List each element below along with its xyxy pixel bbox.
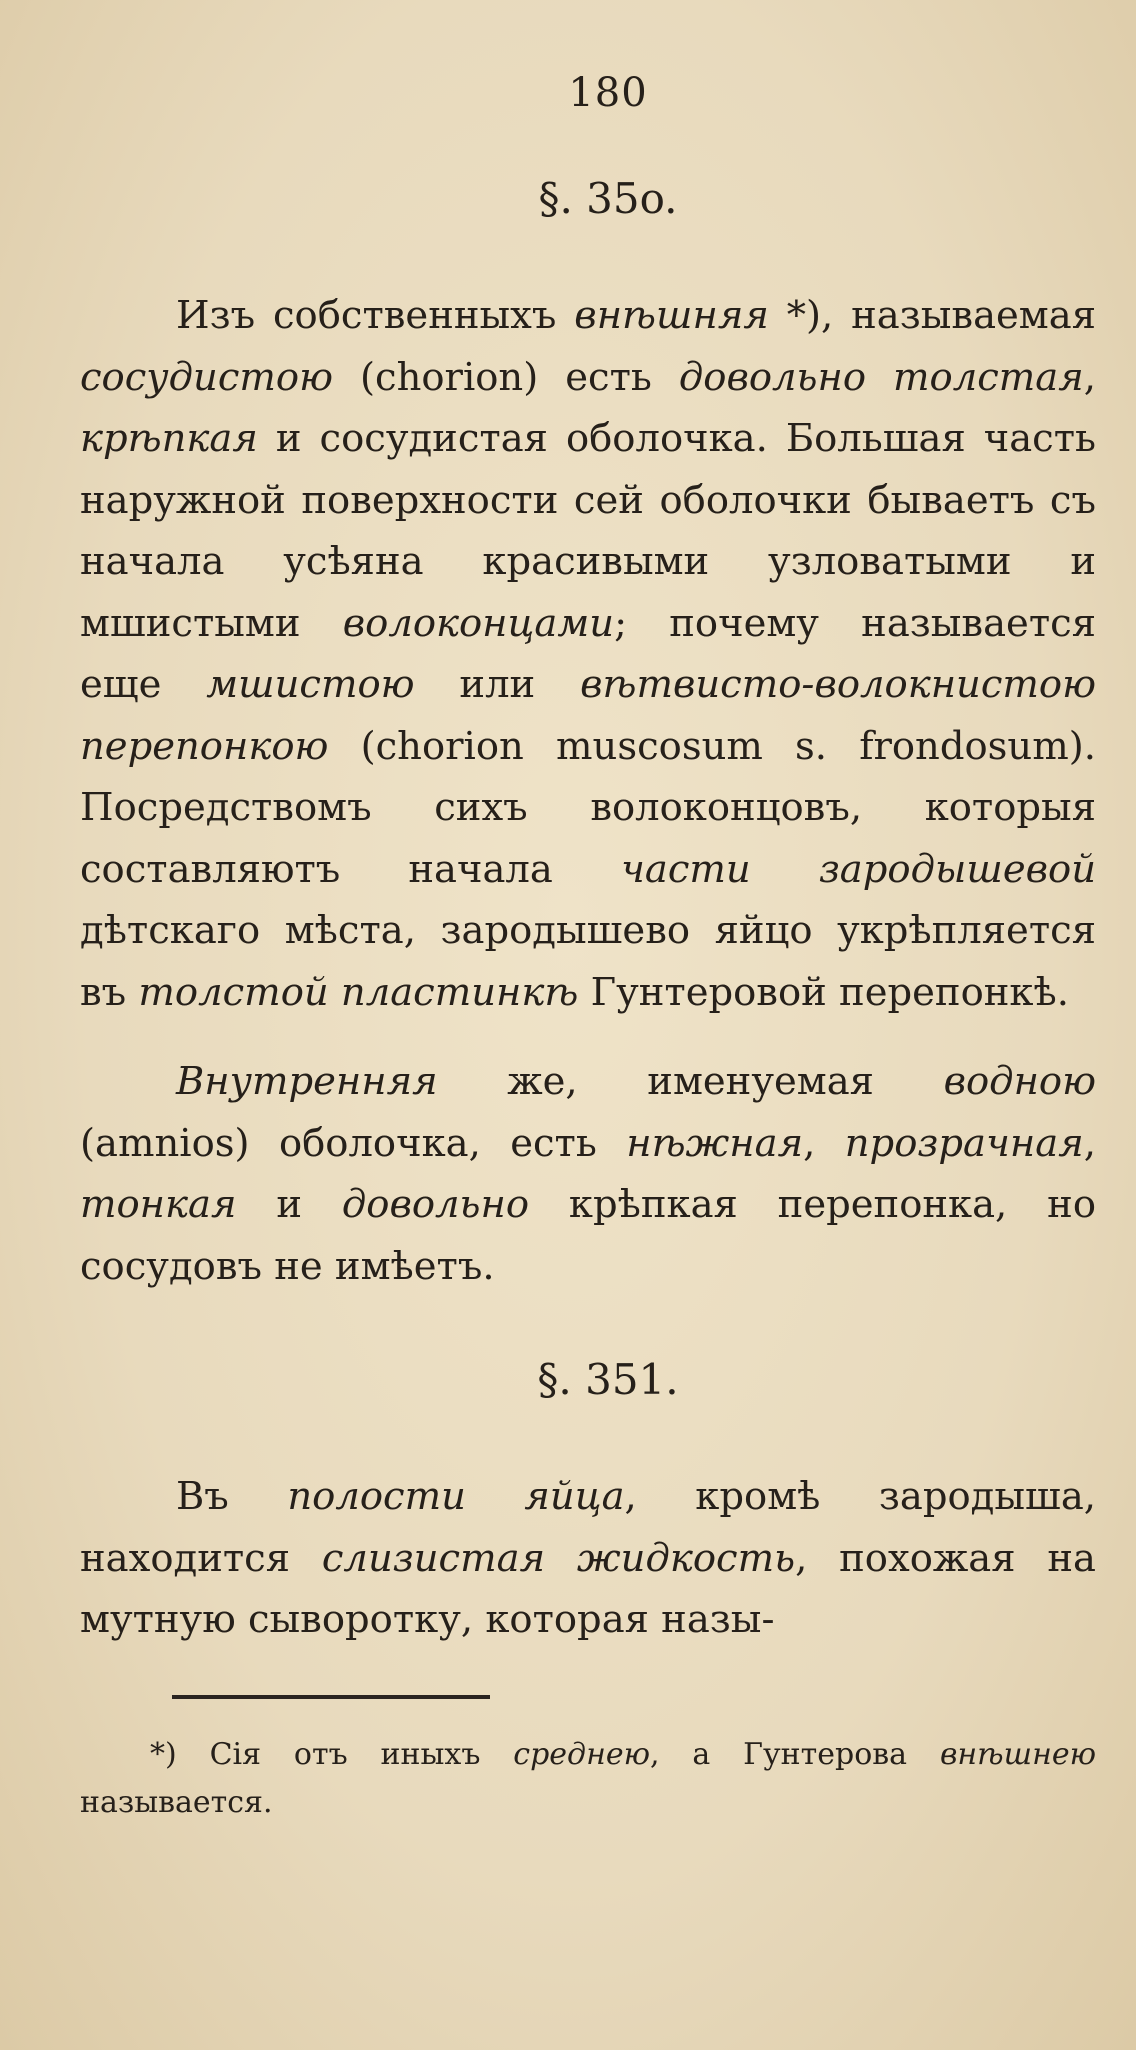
text-run: *), называемая xyxy=(768,293,1096,338)
italic-term: водною xyxy=(943,1059,1096,1104)
italic-term: волоконцами xyxy=(342,600,615,646)
section-heading: §. 35o. xyxy=(538,174,678,223)
text-run: , xyxy=(1083,354,1096,400)
section-351 xyxy=(80,1355,1096,1651)
text-run: , кромѣ зародыша, находится xyxy=(80,1474,1097,1581)
footnote-divider xyxy=(172,1695,490,1699)
text-run: , похожая на мутную сыворотку, которая назы- xyxy=(80,1535,1096,1642)
text-run: Изъ собственныхъ xyxy=(176,293,575,338)
italic-term: довольно толстая xyxy=(678,354,1084,400)
section-350 xyxy=(80,174,1096,1297)
italic-term: толстой пластинкѣ xyxy=(138,969,579,1015)
italic-term: слизистая жидкость xyxy=(321,1535,796,1581)
italic-term: среднею xyxy=(513,1736,650,1772)
text-run: дѣтскаго мѣста, зародышево яйцо укрѣпляется въ xyxy=(80,908,1096,1015)
italic-term: тонкая xyxy=(80,1182,237,1227)
text-run: или xyxy=(414,662,581,707)
paragraph xyxy=(80,1466,1096,1651)
paragraph xyxy=(80,285,1096,1023)
page-number: 180 xyxy=(568,70,648,116)
text-run: (chorion) есть xyxy=(332,354,679,400)
text-run: (chorion muscosum s. frondosum). Посредствомъ сихъ волоконцовъ, которыя составляютъ начала xyxy=(80,723,1096,892)
italic-term: вѣтвисто-волокнистою перепонкою xyxy=(80,662,1096,769)
text-run: , xyxy=(803,1120,845,1166)
italic-term: нѣжная xyxy=(626,1120,804,1166)
italic-term: Внутренняя xyxy=(176,1059,438,1104)
italic-term: части зародышевой xyxy=(620,846,1096,892)
text-run: *) Сія отъ иныхъ xyxy=(150,1736,514,1772)
italic-term: внѣшняя xyxy=(574,293,769,338)
text-run: Въ xyxy=(176,1474,288,1519)
italic-term: довольно xyxy=(341,1182,530,1227)
text-run: крѣпкая перепонка, но сосудовъ не имѣетъ. xyxy=(80,1182,1096,1289)
text-run: ; почему называется еще xyxy=(80,600,1096,707)
section-heading: §. 351. xyxy=(537,1355,679,1404)
italic-term: внѣшнею xyxy=(939,1736,1096,1772)
text-run: , а Гунтерова xyxy=(650,1736,940,1772)
text-run: же, именуемая xyxy=(437,1059,944,1104)
italic-term: крѣпкая xyxy=(80,416,258,461)
text-run: называется. xyxy=(80,1784,273,1820)
paragraph xyxy=(80,1051,1096,1297)
italic-term: мшистою xyxy=(206,662,415,707)
italic-term: полости яйца xyxy=(287,1474,625,1519)
text-run: Гунтеровой перепонкѣ. xyxy=(578,969,1069,1015)
italic-term: сосудистою xyxy=(80,354,333,400)
footnote xyxy=(80,1731,1096,1827)
italic-term: прозрачная xyxy=(844,1120,1084,1166)
text-run: и сосудистая оболочка. Большая часть наружной поверхности сей оболочки бываетъ съ начала усѣяна красивыми узловатыми и мшистыми xyxy=(80,416,1096,646)
text-run: (amnios) оболочка, есть xyxy=(80,1120,627,1166)
text-run: , xyxy=(1083,1120,1096,1166)
text-run: и xyxy=(236,1182,342,1227)
